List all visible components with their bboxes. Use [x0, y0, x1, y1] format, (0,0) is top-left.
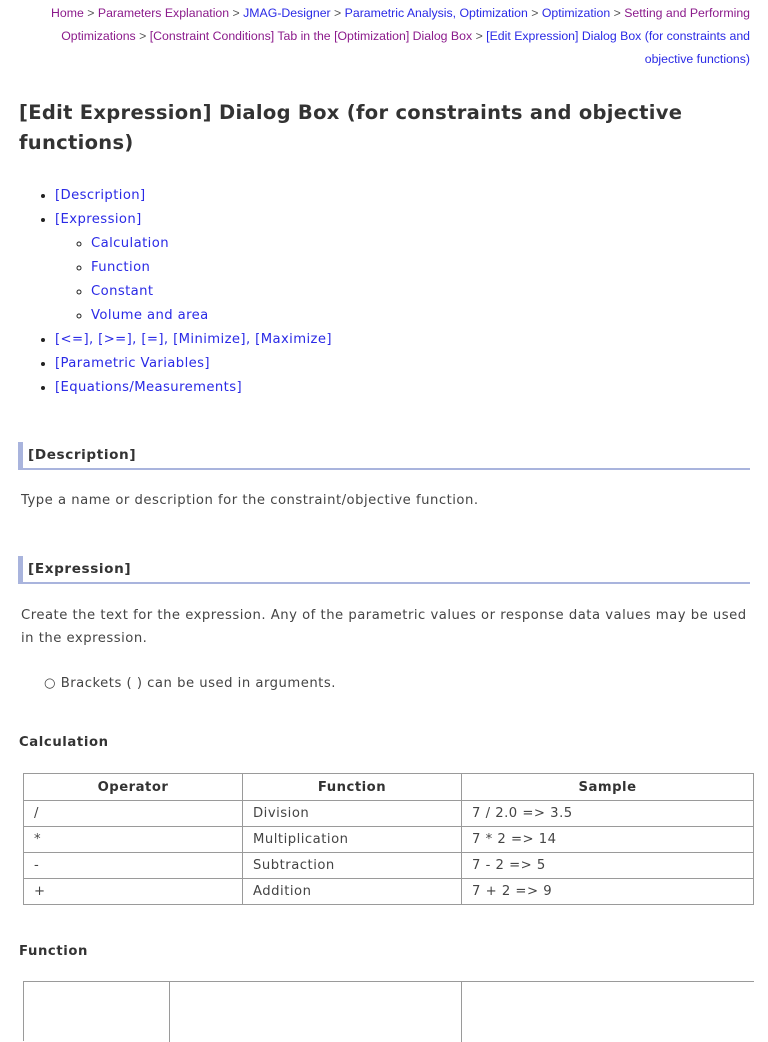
breadcrumb-item[interactable]: Parametric Analysis, Optimization	[344, 6, 528, 20]
breadcrumb	[30, 2, 750, 71]
section-heading-text: [Expression]	[28, 561, 132, 577]
table-row	[24, 879, 754, 905]
expression-text: Create the text for the expression. Any of the parametric values or response data values may be used in the expression.	[21, 608, 747, 646]
breadcrumb-separator: >	[139, 29, 150, 43]
breadcrumb-separator: >	[232, 6, 244, 20]
toc-link-expression[interactable]: [Expression]	[55, 212, 142, 227]
table-cell: 7 - 2 => 5	[462, 853, 754, 879]
toc-link-operators[interactable]: [<=], [>=], [=], [Minimize], [Maximize]	[55, 332, 332, 347]
toc-subitem	[91, 280, 332, 304]
breadcrumb-item[interactable]: Parameters Explanation	[97, 6, 230, 20]
toc-link-volume-area[interactable]: Volume and area	[91, 308, 209, 323]
breadcrumb-item[interactable]: [Constraint Conditions] Tab in the [Optimization] Dialog Box	[149, 29, 473, 43]
breadcrumb-item[interactable]: Optimization	[541, 6, 611, 20]
table-cell: /	[24, 801, 243, 827]
table-cell: Multiplication	[243, 827, 462, 853]
table-cell: -	[24, 853, 243, 879]
toc-subitem	[91, 256, 332, 280]
table-cell: *	[24, 827, 243, 853]
toc-link-function[interactable]: Function	[91, 260, 151, 275]
page-title: [Edit Expression] Dialog Box (for constraints and objective functions)	[19, 101, 683, 154]
toc-link-equations-measurements[interactable]: [Equations/Measurements]	[55, 380, 243, 395]
toc-item	[55, 328, 332, 352]
table-header-row	[24, 774, 754, 801]
table-cell: 7 * 2 => 14	[462, 827, 754, 853]
toc-item	[55, 376, 332, 400]
table-cell: Addition	[243, 879, 462, 905]
toc-item	[55, 352, 332, 376]
toc-item	[55, 208, 332, 328]
function-heading: Function	[19, 944, 89, 959]
section-heading-description	[18, 442, 750, 470]
breadcrumb-item[interactable]: Setting and Performing Optimizations	[61, 6, 750, 43]
toc-subitem	[91, 304, 332, 328]
breadcrumb-current[interactable]: [Edit Expression] Dialog Box (for constraints and objective functions)	[486, 29, 750, 66]
column-header: Operator	[24, 774, 243, 801]
breadcrumb-separator: >	[87, 6, 98, 20]
toc-sublist	[55, 232, 332, 328]
breadcrumb-separator: >	[334, 6, 345, 20]
breadcrumb-item[interactable]: Home	[51, 6, 84, 20]
table-divider	[169, 982, 170, 1042]
breadcrumb-separator: >	[613, 6, 625, 20]
section-heading-text: [Description]	[28, 447, 137, 463]
toc-subitem	[91, 232, 332, 256]
toc-link-parametric-variables[interactable]: [Parametric Variables]	[55, 356, 210, 371]
table-cell: 7 / 2.0 => 3.5	[462, 801, 754, 827]
table-of-contents	[33, 184, 332, 400]
breadcrumb-separator: >	[531, 6, 542, 20]
table-cell: +	[24, 879, 243, 905]
section-heading-expression	[18, 556, 750, 584]
calculation-heading: Calculation	[19, 735, 109, 750]
toc-item	[55, 184, 332, 208]
table-cell: 7 + 2 => 9	[462, 879, 754, 905]
breadcrumb-item[interactable]: JMAG-Designer	[243, 6, 331, 20]
column-header: Function	[243, 774, 462, 801]
description-text: Type a name or description for the constraint/objective function.	[21, 493, 479, 508]
table-divider	[461, 982, 462, 1042]
brackets-note: ○ Brackets ( ) can be used in arguments.	[44, 676, 336, 691]
column-header: Sample	[462, 774, 754, 801]
toc-link-description[interactable]: [Description]	[55, 188, 146, 203]
toc-link-calculation[interactable]: Calculation	[91, 236, 169, 251]
table-cell: Division	[243, 801, 462, 827]
calculation-table	[23, 773, 754, 905]
toc-link-constant[interactable]: Constant	[91, 284, 154, 299]
table-row	[24, 801, 754, 827]
table-row	[24, 827, 754, 853]
breadcrumb-separator: >	[475, 29, 487, 43]
function-table	[23, 981, 754, 1041]
table-row	[24, 853, 754, 879]
table-cell: Subtraction	[243, 853, 462, 879]
